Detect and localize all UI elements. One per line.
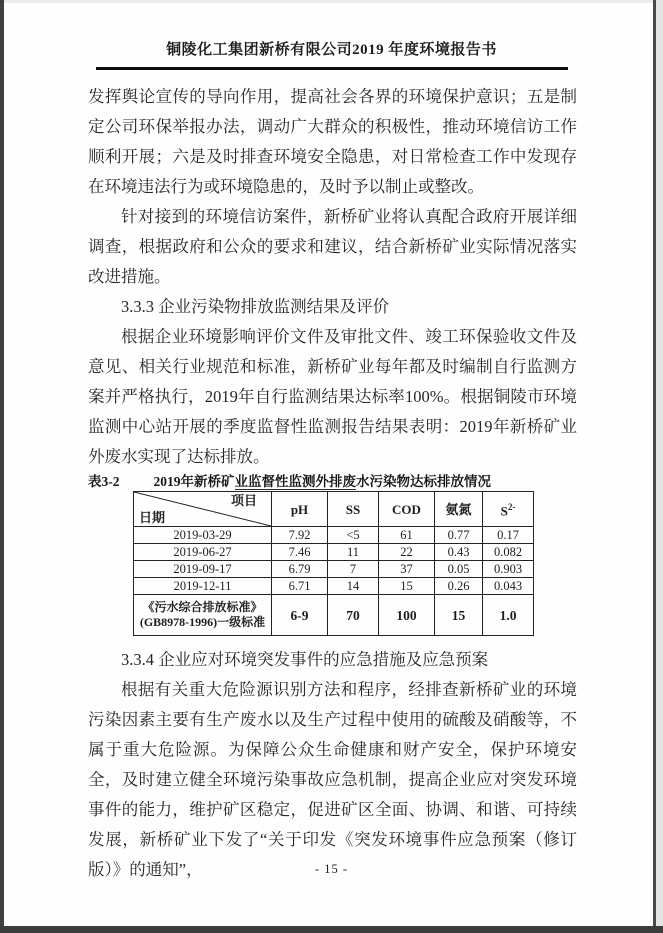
cell-cod: 15 xyxy=(379,578,435,595)
table-caption-label: 表3-2 xyxy=(88,474,120,489)
cell-cod: 22 xyxy=(379,544,435,561)
s2-base: S xyxy=(500,503,508,519)
standard-label-line1: 《污水综合排放标准》 xyxy=(142,600,263,614)
column-header-ph: pH xyxy=(272,492,328,527)
cell-date: 2019-12-11 xyxy=(134,578,272,595)
paragraph-continuation: 发挥舆论宣传的导向作用，提高社会各界的环境保护意识；五是制定公司环保举报办法，调动广大群众的积极性，推动环境信访工作顺利开展；六是及时排查环境安全隐患，对日常检查工作中发现存在环境违法行为或环境隐患的，及时予以制止或整改。 xyxy=(88,87,577,196)
page-number: - 15 - xyxy=(314,862,349,876)
section-heading-333: 3.3.3 企业污染物排放监测结果及评价 xyxy=(121,297,390,316)
table-row xyxy=(134,527,534,544)
cell-s: 0.082 xyxy=(483,544,534,561)
table-standard-row xyxy=(134,595,534,636)
cell-s: 0.043 xyxy=(483,578,534,595)
table-corner-cell xyxy=(134,492,272,527)
standard-nh3: 15 xyxy=(435,595,483,636)
standard-label-line2: (GB8978-1996)一级标准 xyxy=(139,615,266,629)
table-caption-pre: 2019年新桥矿 xyxy=(153,474,235,489)
cell-ph: 7.46 xyxy=(272,544,328,561)
table-caption-underlined: 业监督性监测外排废 xyxy=(234,474,356,489)
section-heading-334: 3.3.4 企业应对环境突发事件的应急措施及应急预案 xyxy=(121,650,489,669)
document-title: 铜陵化工集团新桥有限公司2019 年度环境报告书 xyxy=(166,42,497,58)
standard-ph: 6-9 xyxy=(272,595,328,636)
scan-edge-top xyxy=(0,0,663,3)
cell-ph: 7.92 xyxy=(272,527,328,544)
cell-s: 0.17 xyxy=(483,527,534,544)
corner-label-item: 项目 xyxy=(230,493,257,508)
wastewater-monitoring-table xyxy=(133,491,534,636)
column-header-ss: SS xyxy=(328,492,379,527)
paragraph-emergency: 根据有关重大危险源识别方法和程序，经排查新桥矿业的环境污染因素主要有生产废水以及生产过程中使用的硫酸及硝酸等，不属于重大危险源。为保障公众生命健康和财产安全，保护环境安全，及时建立健全环境污染事故应急机制，提高企业应对突发环境事件的能力，维护矿区稳定，促进矿区全面、协调、和谐、可持续发展，新桥矿业下发了“关于印发《突发环境事件应急预案（修订版）》的通知”， xyxy=(88,680,577,879)
cell-nh3: 0.43 xyxy=(435,544,483,561)
table-row xyxy=(134,544,534,561)
paragraph-monitoring: 根据企业环境影响评价文件及审批文件、竣工环保验收文件及意见、相关行业规范和标准，新桥矿业每年都及时编制自行监测方案并严格执行，2019年自行监测结果达标率100%。根据铜陵市环境监测中心站开展的季度监督性监测报告结果表明：2019年新桥矿业外废水实现了达标排放。 xyxy=(88,327,577,466)
paragraph-complaints: 针对接到的环境信访案件，新桥矿业将认真配合政府开展详细调查，根据政府和公众的要求和建议，结合新桥矿业实际情况落实改进措施。 xyxy=(88,207,577,286)
cell-cod: 61 xyxy=(379,527,435,544)
cell-ss: 11 xyxy=(328,544,379,561)
cell-nh3: 0.77 xyxy=(435,527,483,544)
cell-nh3: 0.05 xyxy=(435,561,483,578)
table-caption xyxy=(88,472,577,491)
cell-date: 2019-03-29 xyxy=(134,527,272,544)
cell-cod: 37 xyxy=(379,561,435,578)
cell-nh3: 0.26 xyxy=(435,578,483,595)
table-caption-post: 水污染物达标排放情况 xyxy=(356,474,491,489)
header-divider xyxy=(96,67,568,70)
column-header-s2 xyxy=(483,492,534,527)
table-row xyxy=(134,578,534,595)
corner-label-date: 日期 xyxy=(139,510,166,525)
cell-ss: 14 xyxy=(328,578,379,595)
standard-cod: 100 xyxy=(379,595,435,636)
column-header-nh3: 氨氮 xyxy=(435,492,483,527)
scan-edge-right-pad xyxy=(656,0,663,933)
page-header xyxy=(0,0,663,70)
cell-date: 2019-06-27 xyxy=(134,544,272,561)
column-header-cod: COD xyxy=(379,492,435,527)
table-row xyxy=(134,561,534,578)
cell-s: 0.903 xyxy=(483,561,534,578)
standard-label xyxy=(134,595,272,636)
cell-ss: <5 xyxy=(328,527,379,544)
scan-edge-left xyxy=(0,0,4,933)
s2-sup: 2- xyxy=(507,501,516,512)
standard-ss: 70 xyxy=(328,595,379,636)
cell-ph: 6.71 xyxy=(272,578,328,595)
standard-s: 1.0 xyxy=(483,595,534,636)
cell-ss: 7 xyxy=(328,561,379,578)
cell-ph: 6.79 xyxy=(272,561,328,578)
page-body xyxy=(88,82,577,885)
scan-edge-bottom xyxy=(0,926,663,933)
cell-date: 2019-09-17 xyxy=(134,561,272,578)
table-header-row xyxy=(134,492,534,527)
